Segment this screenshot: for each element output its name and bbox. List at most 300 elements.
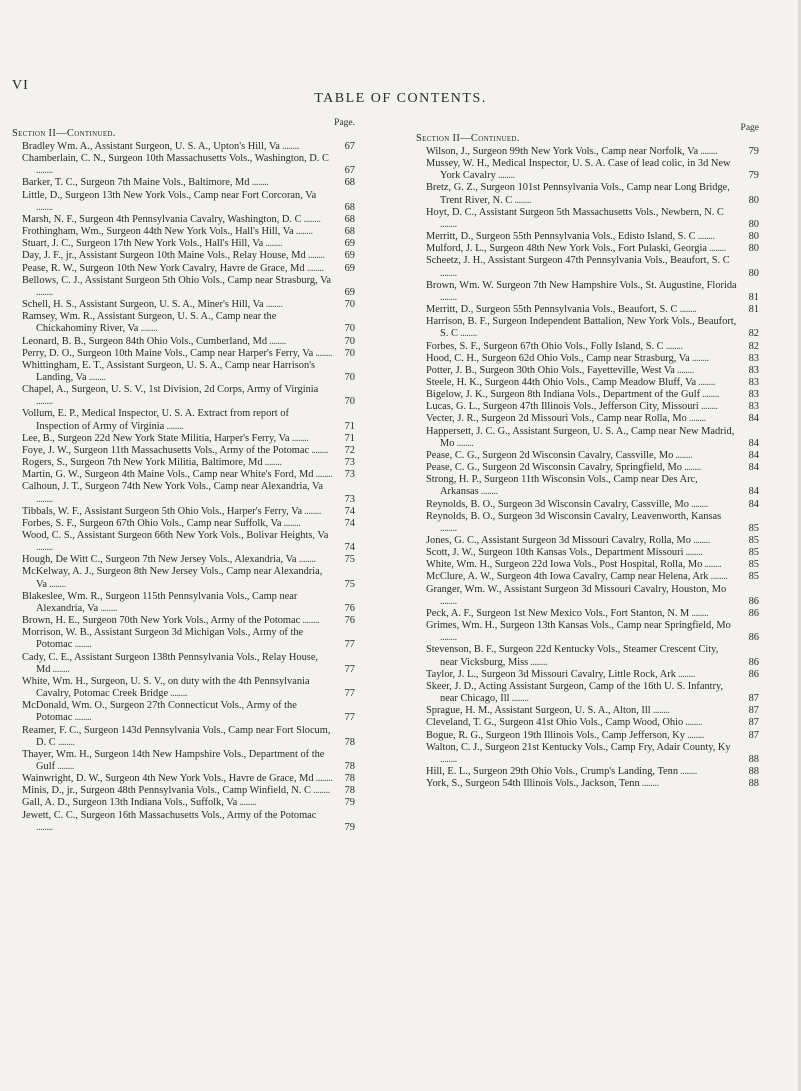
- dot-leader: ........: [457, 328, 477, 340]
- toc-entry: [416, 365, 761, 377]
- toc-entry: [12, 433, 357, 445]
- entry-page-number: 74: [344, 542, 355, 554]
- toc-entry: [416, 584, 761, 608]
- toc-entry: [12, 177, 357, 189]
- entry-page-number: 74: [344, 517, 355, 529]
- entry-text: Day, J. F., jr., Assistant Surgeon 10th Maine Vols., Relay House, Md: [22, 250, 306, 262]
- toc-entry: [416, 207, 761, 231]
- toc-entry: [12, 797, 357, 809]
- toc-entry: [12, 153, 357, 177]
- entry-text: Taylor, J. L., Surgeon 3d Missouri Cavalry, Little Rock, Ark: [426, 668, 676, 680]
- toc-entry: [416, 547, 761, 559]
- dot-leader: ........: [512, 194, 532, 206]
- dot-leader: ........: [685, 729, 704, 741]
- entry-text: Blakeslee, Wm. R., Surgeon 115th Pennsylvania Vols., Camp near Alexandria, Va: [22, 590, 298, 614]
- entry-text: Morrison, W. B., Assistant Surgeon 3d Michigan Vols., Army of the Potomac: [22, 627, 304, 651]
- entry-page-number: 67: [344, 141, 355, 152]
- dot-leader: ........: [313, 347, 333, 359]
- entry-page-number: 78: [344, 785, 355, 797]
- dot-leader: ........: [168, 688, 187, 700]
- dot-leader: ........: [440, 267, 457, 279]
- entry-text: Brown, Wm. W. Surgeon 7th New Hampshire Vols., St. Augustine, Florida: [426, 279, 737, 291]
- toc-entry: [416, 608, 761, 620]
- toc-entry: [416, 401, 761, 413]
- entry-page-number: 85: [748, 571, 759, 583]
- entry-text: Minis, D., jr., Surgeon 48th Pennsylvania Vols., Camp Winfield, N. C: [22, 785, 311, 797]
- entry-text: White, Wm. H., Surgeon 22d Iowa Vols., Post Hospital, Rolla, Mo: [426, 559, 703, 571]
- dot-leader: ........: [72, 639, 92, 651]
- entry-text: Leonard, B. B., Surgeon 84th Ohio Vols., Cumberland, Md: [22, 335, 268, 347]
- toc-entry: [12, 652, 357, 676]
- toc-entry: [416, 571, 761, 583]
- dot-leader: ........: [310, 785, 330, 797]
- entry-text: Foye, J. W., Surgeon 11th Massachusetts Vols., Army of the Potomac: [22, 444, 310, 456]
- entry-text: Perry, D. O., Surgeon 10th Maine Vols., Camp near Harper's Ferry, Va: [22, 347, 314, 359]
- entry-page-number: 74: [344, 505, 355, 517]
- entry-text: Wood, C. S., Assistant Surgeon 66th New York Vols., Bolivar Heights, Va: [22, 530, 329, 541]
- section-heading: Section II—Continued.: [12, 128, 116, 139]
- dot-leader: ........: [289, 432, 309, 444]
- entry-page-number: 69: [344, 238, 355, 250]
- dot-leader: ........: [708, 571, 728, 583]
- toc-entry: [12, 700, 357, 724]
- entry-page-number: 77: [344, 663, 355, 675]
- entry-text: Martin, G. W., Surgeon 4th Maine Vols., Camp near White's Ford, Md: [22, 469, 314, 481]
- entry-text: Chamberlain, C. N., Surgeon 10th Massachusetts Vols., Washington, D. C: [22, 153, 329, 165]
- entry-text: Tibbals, W. F., Assistant Surgeon 5th Ohio Vols., Harper's Ferry, Va: [22, 505, 303, 517]
- dot-leader: ........: [677, 304, 697, 316]
- entry-page-number: 85: [748, 559, 759, 571]
- dot-leader: ........: [300, 615, 320, 627]
- dot-leader: ........: [440, 595, 457, 607]
- dot-leader: ........: [686, 413, 706, 425]
- entry-text: Lee, B., Surgeon 22d New York State Militia, Harper's Ferry, Va: [22, 432, 290, 444]
- entry-page-number: 82: [748, 328, 759, 340]
- toc-entry: [416, 766, 761, 778]
- entry-page-number: 83: [748, 376, 759, 388]
- entry-text: Chapel, A., Surgeon, U. S. V., 1st Division, 2d Corps, Army of Virginia: [22, 384, 319, 396]
- entry-text: Merritt, D., Surgeon 55th Pennsylvania Vols., Edisto Island, S. C: [426, 231, 696, 243]
- dot-leader: ........: [509, 693, 529, 705]
- dot-leader: ........: [36, 201, 53, 213]
- dot-leader: ........: [689, 607, 709, 619]
- entry-page-number: 88: [748, 753, 759, 765]
- dot-leader: ........: [688, 498, 708, 510]
- toc-entry: [12, 238, 357, 250]
- entry-page-number: 78: [344, 773, 355, 785]
- dot-leader: ........: [302, 505, 321, 517]
- entry-page-number: 86: [748, 668, 759, 680]
- entry-text: Rogers, S., Surgeon 7th New York Militia, Baltimore, Md: [22, 457, 263, 469]
- entry-text: Mulford, J. L., Surgeon 48th New York Vols., Fort Pulaski, Georgia: [426, 243, 707, 255]
- toc-entry: [12, 627, 357, 651]
- entry-text: Peck, A. F., Surgeon 1st New Mexico Vols., Fort Stanton, N. M: [426, 607, 690, 619]
- entry-text: Little, D., Surgeon 13th New York Vols., Camp near Fort Corcoran, Va: [22, 189, 317, 201]
- dot-leader: ........: [72, 712, 92, 724]
- entry-text: York, S., Surgeon 54th Illinois Vols., Jackson, Tenn: [426, 778, 640, 790]
- entry-page-number: 69: [344, 286, 355, 298]
- toc-entry: [416, 511, 761, 535]
- entry-text: Wilson, J., Surgeon 99th New York Vols., Camp near Norfolk, Va: [426, 146, 699, 157]
- toc-entry: [416, 669, 761, 681]
- section-heading: Section II—Continued.: [416, 133, 520, 144]
- dot-leader: ........: [313, 469, 333, 481]
- entry-page-number: 87: [748, 729, 759, 741]
- entry-page-number: 79: [748, 170, 759, 182]
- toc-entry: [416, 413, 761, 425]
- entry-text: Potter, J. B., Surgeon 30th Ohio Vols., Fayetteville, West Va: [426, 364, 675, 376]
- entry-page-number: 70: [344, 323, 355, 335]
- entry-page-number: 75: [344, 578, 355, 590]
- dot-leader: ........: [55, 736, 75, 748]
- toc-entry: [416, 717, 761, 729]
- entry-page-number: 84: [748, 486, 759, 498]
- entry-text: Scheetz, J. H., Assistant Surgeon 47th Pennsylvania Vols., Beaufort, S. C: [426, 255, 730, 267]
- toc-entry: [416, 377, 761, 389]
- toc-entry: [12, 530, 357, 554]
- toc-entry: [416, 231, 761, 243]
- dot-leader: ........: [690, 535, 710, 546]
- toc-entry: [12, 336, 357, 348]
- entry-page-number: 75: [344, 554, 355, 566]
- entry-page-number: 87: [748, 705, 759, 717]
- entry-text: Hood, C. H., Surgeon 62d Ohio Vols., Camp near Strasburg, Va: [426, 352, 690, 364]
- entry-page-number: 70: [344, 396, 355, 408]
- dot-leader: ........: [46, 578, 66, 590]
- dot-leader: ........: [678, 765, 697, 777]
- dot-leader: ........: [698, 401, 718, 413]
- entry-page-number: 77: [344, 688, 355, 700]
- entry-page-number: 79: [344, 821, 355, 833]
- entry-text: Stevenson, B. F., Surgeon 22d Kentucky Vols., Steamer Crescent City, near Vicksburg, Miss: [426, 644, 719, 668]
- toc-entry: [416, 681, 761, 705]
- dot-leader: ........: [36, 286, 53, 298]
- toc-entry: [12, 506, 357, 518]
- dot-leader: ........: [313, 773, 333, 785]
- toc-entry: [12, 348, 357, 360]
- entry-text: Brown, H. E., Surgeon 70th New York Vols., Army of the Potomac: [22, 615, 301, 627]
- dot-leader: ........: [702, 559, 722, 571]
- entry-page-number: 86: [748, 595, 759, 607]
- entry-text: Schell, H. S., Assistant Surgeon, U. S. A., Miner's Hill, Va: [22, 299, 264, 311]
- entry-page-number: 83: [748, 401, 759, 413]
- entry-text: Cleveland, T. G., Surgeon 41st Ohio Vols., Camp Wood, Ohio: [426, 717, 684, 729]
- entry-page-number: 71: [344, 420, 355, 432]
- entry-text: Harrison, B. F., Surgeon Independent Battalion, New York Vols., Beaufort, S. C: [426, 316, 737, 340]
- dot-leader: ........: [36, 493, 53, 505]
- toc-entry: [416, 462, 761, 474]
- toc-entry: [12, 785, 357, 797]
- entry-text: Bradley Wm. A., Assistant Surgeon, U. S. A., Upton's Hill, Va: [22, 141, 280, 152]
- dot-leader: ........: [304, 262, 324, 274]
- toc-entry: [416, 146, 761, 158]
- entry-text: Skeer, J. D., Acting Assistant Surgeon, Camp of the 16th U. S. Infantry, near Chicago, Ill: [426, 680, 724, 705]
- entry-text: Whittingham, E. T., Assistant Surgeon, U. S. A., Camp near Harrison's Landing, Va: [22, 359, 316, 383]
- entry-text: Vecter, J. R., Surgeon 2d Missouri Vols., Camp near Rolla, Mo: [426, 413, 687, 425]
- entry-text: Happersett, J. C. G., Assistant Surgeon, U. S. A., Camp near New Madrid, Mo: [426, 425, 735, 449]
- entry-page-number: 69: [344, 250, 355, 262]
- toc-entry: [12, 566, 357, 590]
- entry-text: Grimes, Wm. H., Surgeon 13th Kansas Vols., Camp near Springfield, Mo: [426, 620, 731, 632]
- dot-leader: ........: [293, 226, 313, 238]
- toc-entry: [416, 255, 761, 279]
- dot-leader: ........: [50, 663, 70, 675]
- toc-entry: [416, 499, 761, 511]
- toc-entry: [12, 445, 357, 457]
- dot-leader: ........: [138, 323, 158, 335]
- toc-entry: [416, 304, 761, 316]
- entry-page-number: 77: [344, 639, 355, 651]
- dot-leader: ........: [55, 760, 74, 772]
- entry-page-number: 87: [748, 717, 759, 729]
- toc-entry: [12, 749, 357, 773]
- entry-page-number: 67: [344, 165, 355, 177]
- entry-page-number: 80: [748, 267, 759, 279]
- toc-entry: [12, 481, 357, 505]
- toc-entry: [416, 705, 761, 717]
- dot-leader: ........: [301, 213, 321, 225]
- entry-page-number: 88: [748, 765, 759, 777]
- dot-leader: ........: [440, 218, 457, 230]
- entry-text: Walton, C. J., Surgeon 21st Kentucky Vols., Camp Fry, Adair County, Ky: [426, 741, 731, 753]
- entry-page-number: 85: [748, 522, 759, 534]
- entry-page-number: 84: [748, 413, 759, 425]
- dot-leader: ........: [675, 668, 695, 680]
- toc-entry: [12, 591, 357, 615]
- entry-text: Granger, Wm. W., Assistant Surgeon 3d Missouri Cavalry, Houston, Mo: [426, 583, 727, 595]
- entry-page-number: 78: [344, 736, 355, 748]
- toc-entry: [416, 316, 761, 340]
- dot-leader: ........: [36, 396, 53, 408]
- toc-entry: [416, 730, 761, 742]
- entry-page-number: 71: [344, 432, 355, 444]
- toc-entry: [416, 280, 761, 304]
- dot-leader: ........: [700, 389, 719, 401]
- entry-page-number: 77: [344, 712, 355, 724]
- dot-leader: ........: [495, 170, 515, 182]
- entry-list: [416, 146, 761, 790]
- toc-entry: [416, 620, 761, 644]
- entry-page-number: 86: [748, 656, 759, 668]
- dot-leader: ........: [281, 517, 301, 529]
- dot-leader: ........: [440, 522, 457, 534]
- entry-text: Bogue, R. G., Surgeon 19th Illinois Vols., Camp Jefferson, Ky: [426, 729, 685, 741]
- dot-leader: ........: [440, 632, 457, 644]
- entry-page-number: 88: [748, 778, 759, 790]
- dot-leader: ........: [305, 250, 325, 262]
- entry-page-number: 82: [748, 340, 759, 352]
- entry-page-number: 68: [344, 213, 355, 225]
- dot-leader: ........: [695, 231, 715, 243]
- entry-page-number: 70: [344, 347, 355, 359]
- toc-entry: [12, 141, 357, 153]
- toc-entry: [12, 263, 357, 275]
- entry-text: Sprague, H. M., Assistant Surgeon, U. S. A., Alton, Ill: [426, 705, 651, 717]
- entry-page-number: 70: [344, 335, 355, 347]
- entry-text: Reamer, F. C., Surgeon 143d Pennsylvania Vols., Camp near Fort Slocum, D. C: [22, 724, 331, 748]
- dot-leader: ........: [249, 177, 269, 189]
- toc-entry: [416, 243, 761, 255]
- entry-page-number: 80: [748, 194, 759, 206]
- entry-page-number: 73: [344, 469, 355, 481]
- dot-leader: ........: [454, 437, 474, 449]
- entry-text: Hoyt, D. C., Assistant Surgeon 5th Massachusetts Vols., Newbern, N. C: [426, 206, 724, 218]
- entry-text: Pease, C. G., Surgeon 2d Wisconsin Cavalry, Cassville, Mo: [426, 449, 674, 461]
- toc-entry: [12, 676, 357, 700]
- entry-text: McKelway, A. J., Surgeon 8th New Jersey Vols., Camp near Alexandria, Va: [22, 566, 323, 590]
- dot-leader: ........: [698, 146, 718, 157]
- dot-leader: ........: [279, 141, 299, 152]
- entry-page-number: 86: [748, 632, 759, 644]
- entry-page-number: 79: [344, 797, 355, 809]
- entry-text: Strong, H. P., Surgeon 11th Wisconsin Vols., Camp near Des Arc, Arkansas: [426, 474, 698, 498]
- toc-entry: [12, 190, 357, 214]
- entry-text: Vollum, E. P., Medical Inspector, U. S. A. Extract from report of Inspection of Army of Virginia: [22, 408, 289, 432]
- dot-leader: ........: [267, 335, 286, 347]
- entry-text: Scott, J. W., Surgeon 10th Kansas Vols., Department Missouri: [426, 547, 684, 559]
- entry-page-number: 78: [344, 760, 355, 772]
- entry-page-number: 86: [748, 607, 759, 619]
- dot-leader: ........: [36, 165, 53, 177]
- dot-leader: ........: [706, 243, 726, 255]
- entry-page-number: 73: [344, 457, 355, 469]
- toc-entry: [416, 559, 761, 571]
- dot-leader: ........: [296, 554, 316, 566]
- entry-text: Barker, T. C., Surgeon 7th Maine Vols., Baltimore, Md: [22, 177, 250, 189]
- dot-leader: ........: [673, 449, 693, 461]
- right-column: [416, 123, 761, 790]
- dot-leader: ........: [440, 291, 457, 303]
- dot-leader: ........: [263, 238, 283, 250]
- entry-text: Jewett, C. C., Surgeon 16th Massachusetts Vols., Army of the Potomac: [22, 809, 317, 821]
- toc-entry: [416, 778, 761, 790]
- toc-entry: [12, 250, 357, 262]
- dot-leader: ........: [689, 352, 709, 364]
- entry-text: Bigelow, J. K., Surgeon 8th Indiana Vols., Department of the Gulf: [426, 389, 701, 401]
- entry-text: McClure, A. W., Surgeon 4th Iowa Cavalry, Camp near Helena, Ark: [426, 571, 709, 583]
- dot-leader: ........: [36, 821, 53, 833]
- dot-leader: ........: [164, 420, 184, 432]
- entry-text: McDonald, Wm. O., Surgeon 27th Connecticut Vols., Army of the Potomac: [22, 700, 297, 724]
- entry-text: Steele, H. K., Surgeon 44th Ohio Vols., Camp Meadow Bluff, Va: [426, 376, 697, 388]
- entry-page-number: 68: [344, 226, 355, 238]
- dot-leader: ........: [639, 778, 659, 790]
- entry-page-number: 81: [748, 304, 759, 316]
- entry-page-number: 80: [748, 243, 759, 255]
- entry-list: [12, 141, 357, 834]
- toc-entry: [12, 773, 357, 785]
- dot-leader: ........: [36, 542, 53, 554]
- entry-text: Hill, E. L., Surgeon 29th Ohio Vols., Crump's Landing, Tenn: [426, 765, 679, 777]
- dot-leader: ........: [86, 371, 106, 383]
- entry-text: Gall, A. D., Surgeon 13th Indiana Vols., Suffolk, Va: [22, 797, 238, 809]
- entry-page-number: 80: [748, 231, 759, 243]
- entry-text: Calhoun, J. T., Surgeon 74th New York Vols., Camp near Alexandria, Va: [22, 481, 324, 493]
- entry-page-number: 70: [344, 299, 355, 311]
- toc-entry: [12, 615, 357, 627]
- entry-text: Forbes, S. F., Surgeon 67th Ohio Vols., Folly Island, S. C: [426, 340, 664, 352]
- dot-leader: ........: [262, 457, 282, 469]
- dot-leader: ........: [696, 376, 715, 388]
- entry-page-number: 76: [344, 615, 355, 627]
- entry-page-number: 83: [748, 389, 759, 401]
- toc-entry: [12, 214, 357, 226]
- toc-entry: [416, 474, 761, 498]
- entry-page-number: 83: [748, 352, 759, 364]
- entry-text: Lucas, G. L., Surgeon 47th Illinois Vols., Jefferson City, Missouri: [426, 401, 699, 413]
- entry-text: Cady, C. E., Assistant Surgeon 138th Pennsylvania Vols., Relay House, Md: [22, 651, 319, 675]
- entry-text: Wainwright, D. W., Surgeon 4th New York Vols., Havre de Grace, Md: [22, 773, 314, 785]
- toc-entry: [12, 275, 357, 299]
- toc-entry: [12, 469, 357, 481]
- entry-page-number: 84: [748, 498, 759, 510]
- dot-leader: ........: [683, 717, 703, 729]
- page-column-label: Page.: [334, 118, 355, 128]
- toc-entry: [416, 182, 761, 206]
- toc-entry: [12, 226, 357, 238]
- toc-entry: [12, 554, 357, 566]
- dot-leader: ........: [650, 705, 670, 717]
- toc-entry: [416, 644, 761, 668]
- toc-entry: [12, 518, 357, 530]
- page-number: VI: [12, 78, 29, 93]
- dot-leader: ........: [98, 602, 118, 614]
- dot-leader: ........: [528, 656, 548, 668]
- entry-page-number: 85: [748, 547, 759, 559]
- entry-text: Pease, C. G., Surgeon 2d Wisconsin Cavalry, Springfield, Mo: [426, 462, 682, 474]
- entry-text: Frothingham, Wm., Surgeon 44th New York Vols., Hall's Hill, Va: [22, 226, 294, 238]
- entry-text: Pease, R. W., Surgeon 10th New York Cavalry, Havre de Grace, Md: [22, 262, 305, 274]
- toc-entry: [12, 725, 357, 749]
- toc-entry: [416, 389, 761, 401]
- entry-page-number: 76: [344, 602, 355, 614]
- toc-entry: [416, 341, 761, 353]
- dot-leader: ........: [478, 486, 498, 498]
- entry-text: Merritt, D., Surgeon 55th Pennsylvania Vols., Beaufort, S. C: [426, 304, 678, 316]
- toc-entry: [416, 535, 761, 547]
- toc-entry: [416, 450, 761, 462]
- dot-leader: ........: [440, 753, 457, 765]
- entry-page-number: 80: [748, 218, 759, 230]
- toc-entry: [12, 299, 357, 311]
- entry-page-number: 87: [748, 693, 759, 705]
- entry-page-number: 70: [344, 371, 355, 383]
- entry-text: Jones, G. C., Assistant Surgeon 3d Missouri Cavalry, Rolla, Mo: [426, 535, 691, 546]
- toc-entry: [12, 457, 357, 469]
- toc-entry: [12, 810, 357, 834]
- entry-page-number: 84: [748, 437, 759, 449]
- dot-leader: ........: [663, 340, 683, 352]
- entry-page-number: 68: [344, 201, 355, 213]
- entry-text: Bellows, C. J., Assistant Surgeon 5th Ohio Vols., Camp near Strasburg, Va: [22, 274, 332, 286]
- entry-page-number: 68: [344, 177, 355, 189]
- entry-page-number: 83: [748, 364, 759, 376]
- entry-text: Hough, De Witt C., Surgeon 7th New Jersey Vols., Alexandria, Va: [22, 554, 297, 566]
- dot-leader: ........: [309, 444, 328, 456]
- toc-entry: [12, 384, 357, 408]
- entry-text: Bretz, G. Z., Surgeon 101st Pennsylvania Vols., Camp near Long Bridge, Trent River, N. C: [426, 182, 730, 206]
- dot-leader: ........: [674, 364, 694, 376]
- dot-leader: ........: [237, 797, 257, 809]
- entry-text: Reynolds, B. O., Surgeon 3d Wisconsin Cavalry, Cassville, Mo: [426, 498, 689, 510]
- entry-text: Marsh, N. F., Surgeon 4th Pennsylvania Cavalry, Washington, D. C: [22, 213, 302, 225]
- toc-entry: [12, 408, 357, 432]
- entry-text: White, Wm. H., Surgeon, U. S. V., on duty with the 4th Pennsylvania Cavalry, Potomac Creek Bridge: [22, 675, 310, 700]
- entry-text: Forbes, S. F., Surgeon 67th Ohio Vols., Camp near Suffolk, Va: [22, 517, 282, 529]
- left-column: [12, 118, 357, 834]
- toc-entry: [416, 742, 761, 766]
- entry-text: Ramsey, Wm. R., Assistant Surgeon, U. S. A., Camp near the Chickahominy River, Va: [22, 311, 277, 335]
